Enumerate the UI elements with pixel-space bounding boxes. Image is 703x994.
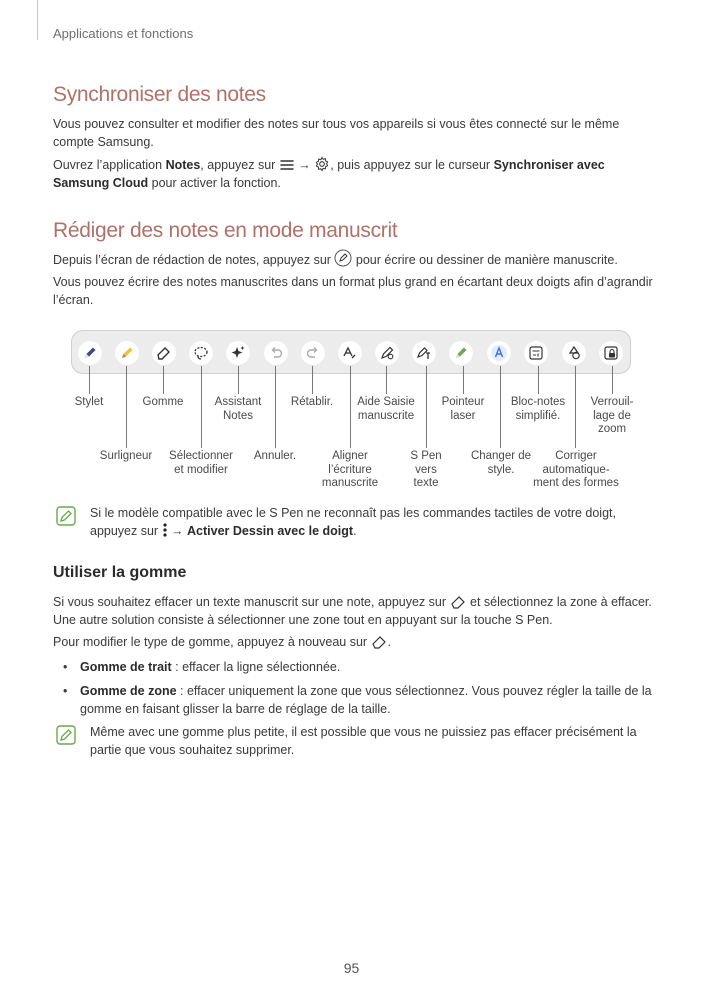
- undo-icon[interactable]: [264, 341, 288, 365]
- sync-paragraph-1: Vous pouvez consulter et modifier des notes sur tous vos appareils si vous êtes connecté sur le même compte Samsung.: [53, 117, 620, 149]
- handwriting-toolbar: [71, 330, 631, 374]
- handwriting-paragraph-2: Vous pouvez écrire des notes manuscrites dans un format plus grand en écartant deux doigts afin d’agrandir l’écran.: [53, 275, 653, 307]
- ai-assistant-sparkle-icon[interactable]: [226, 341, 250, 365]
- callout-line: [575, 366, 576, 448]
- page-number: 95: [343, 960, 360, 976]
- note-finger-drawing: Si le modèle compatible avec le S Pen ne reconnaît pas les commandes tactiles de votre doigt, appuyez sur → Activer Dessin avec le doigt.: [90, 506, 616, 538]
- note-pencil-icon: [56, 725, 76, 745]
- label-stylet: Stylet: [74, 396, 104, 408]
- label-retablir: Rétablir.: [290, 396, 334, 408]
- label-aide-saisie: Aide Saisie manuscrite: [357, 396, 415, 422]
- section-title-handwriting: Rédiger des notes en mode manuscrit: [53, 219, 398, 242]
- side-rule: [37, 0, 38, 40]
- callout-line: [201, 366, 202, 448]
- pen-to-text-icon[interactable]: [412, 341, 436, 365]
- change-style-icon[interactable]: [487, 341, 511, 365]
- handwriting-paragraph-1: Depuis l’écran de rédaction de notes, appuyez sur pour écrire ou dessiner de manière manuscrite.: [53, 249, 663, 269]
- laser-pointer-icon[interactable]: [449, 341, 473, 365]
- stylet-pen-icon[interactable]: [78, 341, 102, 365]
- label-aligner: Aligner l’écriture manuscrite: [321, 450, 379, 489]
- callout-line: [89, 366, 90, 394]
- list-item: • Gomme de zone : effacer uniquement la zone que vous sélectionnez. Vous pouvez régler la taille de la gomme en faisant glisser la barre de réglage de la taille.: [53, 682, 653, 718]
- settings-gear-icon: [314, 156, 330, 172]
- running-header: Applications et fonctions: [53, 26, 194, 41]
- label-verrouillage-zoom: Verrouil- lage de zoom: [590, 396, 634, 435]
- pen-mode-icon: [334, 249, 352, 267]
- zoom-lock-icon[interactable]: [599, 341, 623, 365]
- label-selectionner: Sélectionner et modifier: [169, 450, 233, 476]
- label-assistant-notes: Assistant Notes: [214, 396, 262, 422]
- label-pointeur-laser: Pointeur laser: [441, 396, 485, 422]
- align-handwriting-icon[interactable]: [338, 341, 362, 365]
- callout-line: [126, 366, 127, 448]
- handwriting-help-icon[interactable]: [375, 341, 399, 365]
- callout-line: [426, 366, 427, 448]
- lasso-select-icon[interactable]: [189, 341, 213, 365]
- note-eraser-precision: Même avec une gomme plus petite, il est possible que vous ne puissiez pas effacer précisément la partie que vous souhaitez supprimer.: [90, 725, 637, 757]
- sync-paragraph-2: Ouvrez l’application Notes, appuyez sur → , puis appuyez sur le curseur Synchroniser avec Samsung Cloud pour activer la fonction.: [53, 158, 605, 190]
- callout-line: [612, 366, 613, 394]
- callout-line: [163, 366, 164, 394]
- list-item: • Gomme de trait : effacer la ligne sélectionnée.: [53, 658, 653, 676]
- callout-line: [500, 366, 501, 448]
- callout-line: [538, 366, 539, 394]
- label-spen-texte: S Pen vers texte: [410, 450, 442, 489]
- eraser-types-list: [53, 658, 653, 718]
- shape-correction-icon[interactable]: [562, 341, 586, 365]
- eraser-inline-icon: [450, 594, 467, 609]
- eraser-icon[interactable]: [152, 341, 176, 365]
- eraser-paragraph-1: Si vous souhaitez effacer un texte manuscrit sur une note, appuyez sur et sélectionnez la zone à effacer. Une autre solution consiste à sélectionner une zone tout en appuyant sur la touche S Pen.: [53, 595, 652, 627]
- label-bloc-notes: Bloc-notes simplifié.: [510, 396, 566, 422]
- label-corriger-formes: Corriger automatique- ment des formes: [533, 450, 619, 489]
- redo-icon[interactable]: [301, 341, 325, 365]
- label-surligneur: Surligneur: [99, 450, 153, 462]
- eraser-inline-icon: [371, 634, 388, 649]
- callout-line: [238, 366, 239, 394]
- label-annuler: Annuler.: [253, 450, 297, 462]
- simple-notepad-icon[interactable]: [524, 341, 548, 365]
- highlighter-icon[interactable]: [115, 341, 139, 365]
- label-changer-style: Changer de style.: [470, 450, 532, 476]
- callout-line: [275, 366, 276, 448]
- note-pencil-icon: [56, 506, 76, 526]
- callout-line: [312, 366, 313, 394]
- subsection-title-eraser: Utiliser la gomme: [53, 564, 187, 581]
- menu-icon: [279, 158, 295, 172]
- section-title-sync: Synchroniser des notes: [53, 83, 266, 106]
- callout-line: [386, 366, 387, 394]
- label-gomme: Gomme: [142, 396, 184, 408]
- eraser-paragraph-2: Pour modifier le type de gomme, appuyez à nouveau sur .: [53, 635, 392, 649]
- callout-line: [463, 366, 464, 394]
